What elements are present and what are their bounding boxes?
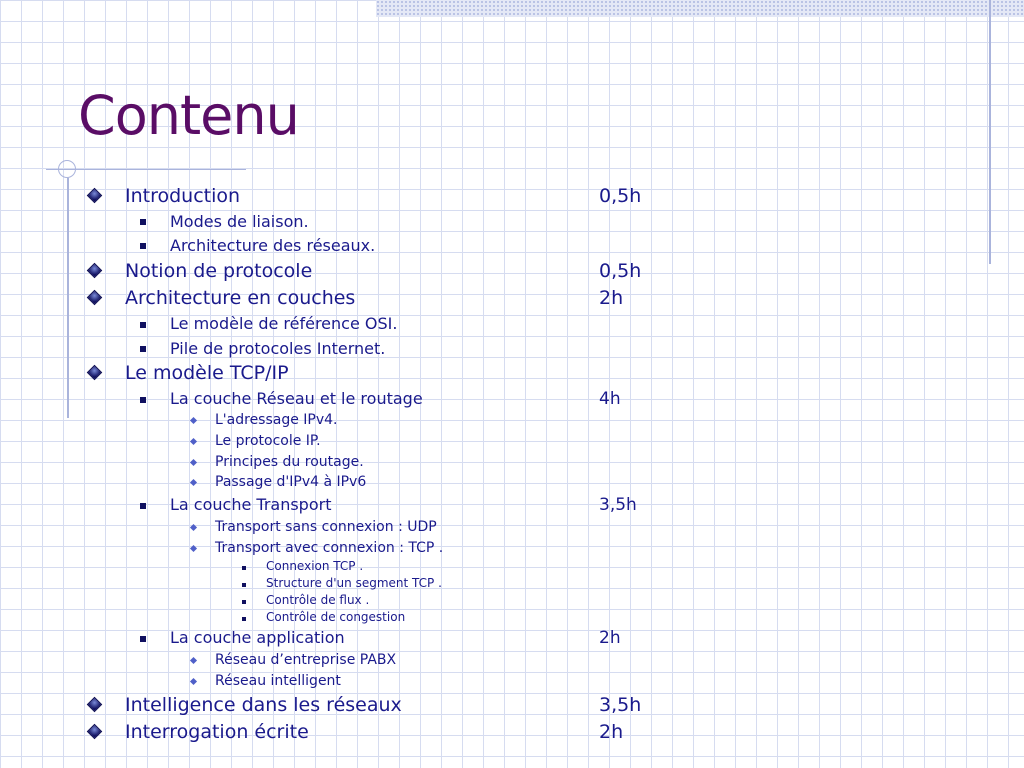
hours-notion-protocole: 0,5h <box>599 260 642 282</box>
outline-subsubitem: Transport sans connexion : UDP <box>215 519 437 535</box>
outline-item-modele-tcpip: Le modèle TCP/IP <box>125 362 289 384</box>
hours-intelligence: 3,5h <box>599 694 642 716</box>
outline-level4-item: Contrôle de flux . <box>266 593 370 607</box>
outline-subsubitem: Principes du routage. <box>215 454 364 470</box>
tiny-square-bullet-icon <box>242 600 246 604</box>
diamond-bullet-icon <box>87 290 103 306</box>
hours-architecture-couches: 2h <box>599 287 624 309</box>
outline-level4-item: Connexion TCP . <box>266 559 364 573</box>
small-diamond-bullet-icon <box>190 657 197 664</box>
outline-item-interrogation: Interrogation écrite <box>125 721 309 743</box>
outline-subitem: Architecture des réseaux. <box>170 236 376 255</box>
hours-interrogation: 2h <box>599 721 624 743</box>
hours-couche-transport: 3,5h <box>599 495 637 515</box>
hours-couche-application: 2h <box>599 628 621 648</box>
outline-subitem-couche-reseau: La couche Réseau et le routage <box>170 389 423 408</box>
outline-subitem-couche-transport: La couche Transport <box>170 495 332 514</box>
tiny-square-bullet-icon <box>242 583 246 587</box>
diamond-bullet-icon <box>87 724 103 740</box>
small-diamond-bullet-icon <box>190 545 197 552</box>
small-diamond-bullet-icon <box>190 524 197 531</box>
square-bullet-icon <box>140 397 146 403</box>
outline-subitem-couche-application: La couche application <box>170 628 345 647</box>
diamond-bullet-icon <box>87 263 103 279</box>
diamond-bullet-icon <box>87 188 103 204</box>
outline-subsubitem: Réseau d’entreprise PABX <box>215 652 397 668</box>
square-bullet-icon <box>140 243 146 249</box>
small-diamond-bullet-icon <box>190 479 197 486</box>
outline-item-notion-protocole: Notion de protocole <box>125 260 313 282</box>
square-bullet-icon <box>140 636 146 642</box>
square-bullet-icon <box>140 503 146 509</box>
decorative-vertical-line-right <box>989 0 991 264</box>
outline-item-architecture-couches: Architecture en couches <box>125 287 356 309</box>
outline-item-introduction: Introduction <box>125 185 241 207</box>
outline-subsubitem: Passage d'IPv4 à IPv6 <box>215 474 367 490</box>
small-diamond-bullet-icon <box>190 438 197 445</box>
decorative-top-band <box>376 0 1024 17</box>
outline-subsubitem: Le protocole IP. <box>215 433 321 449</box>
small-diamond-bullet-icon <box>190 678 197 685</box>
diamond-bullet-icon <box>87 697 103 713</box>
square-bullet-icon <box>140 322 146 328</box>
outline-subitem: Le modèle de référence OSI. <box>170 314 398 333</box>
outline-subsubitem: Transport avec connexion : TCP . <box>215 540 444 556</box>
diamond-bullet-icon <box>87 365 103 381</box>
outline-level4-item: Contrôle de congestion <box>266 610 406 624</box>
square-bullet-icon <box>140 346 146 352</box>
tiny-square-bullet-icon <box>242 566 246 570</box>
square-bullet-icon <box>140 219 146 225</box>
small-diamond-bullet-icon <box>190 459 197 466</box>
title-underline <box>46 169 246 170</box>
outline-level4-item: Structure d'un segment TCP . <box>266 576 442 590</box>
page-title: Contenu <box>78 84 299 147</box>
hours-couche-reseau: 4h <box>599 389 621 409</box>
outline-subsubitem: L'adressage IPv4. <box>215 412 338 428</box>
decorative-vertical-line-left <box>67 178 69 418</box>
outline-item-intelligence: Intelligence dans les réseaux <box>125 694 402 716</box>
tiny-square-bullet-icon <box>242 617 246 621</box>
outline-subitem: Modes de liaison. <box>170 212 309 231</box>
hours-introduction: 0,5h <box>599 185 642 207</box>
outline-subitem: Pile de protocoles Internet. <box>170 339 386 358</box>
outline-subsubitem: Réseau intelligent <box>215 673 341 689</box>
crosshair-circle-icon <box>58 160 76 178</box>
small-diamond-bullet-icon <box>190 417 197 424</box>
